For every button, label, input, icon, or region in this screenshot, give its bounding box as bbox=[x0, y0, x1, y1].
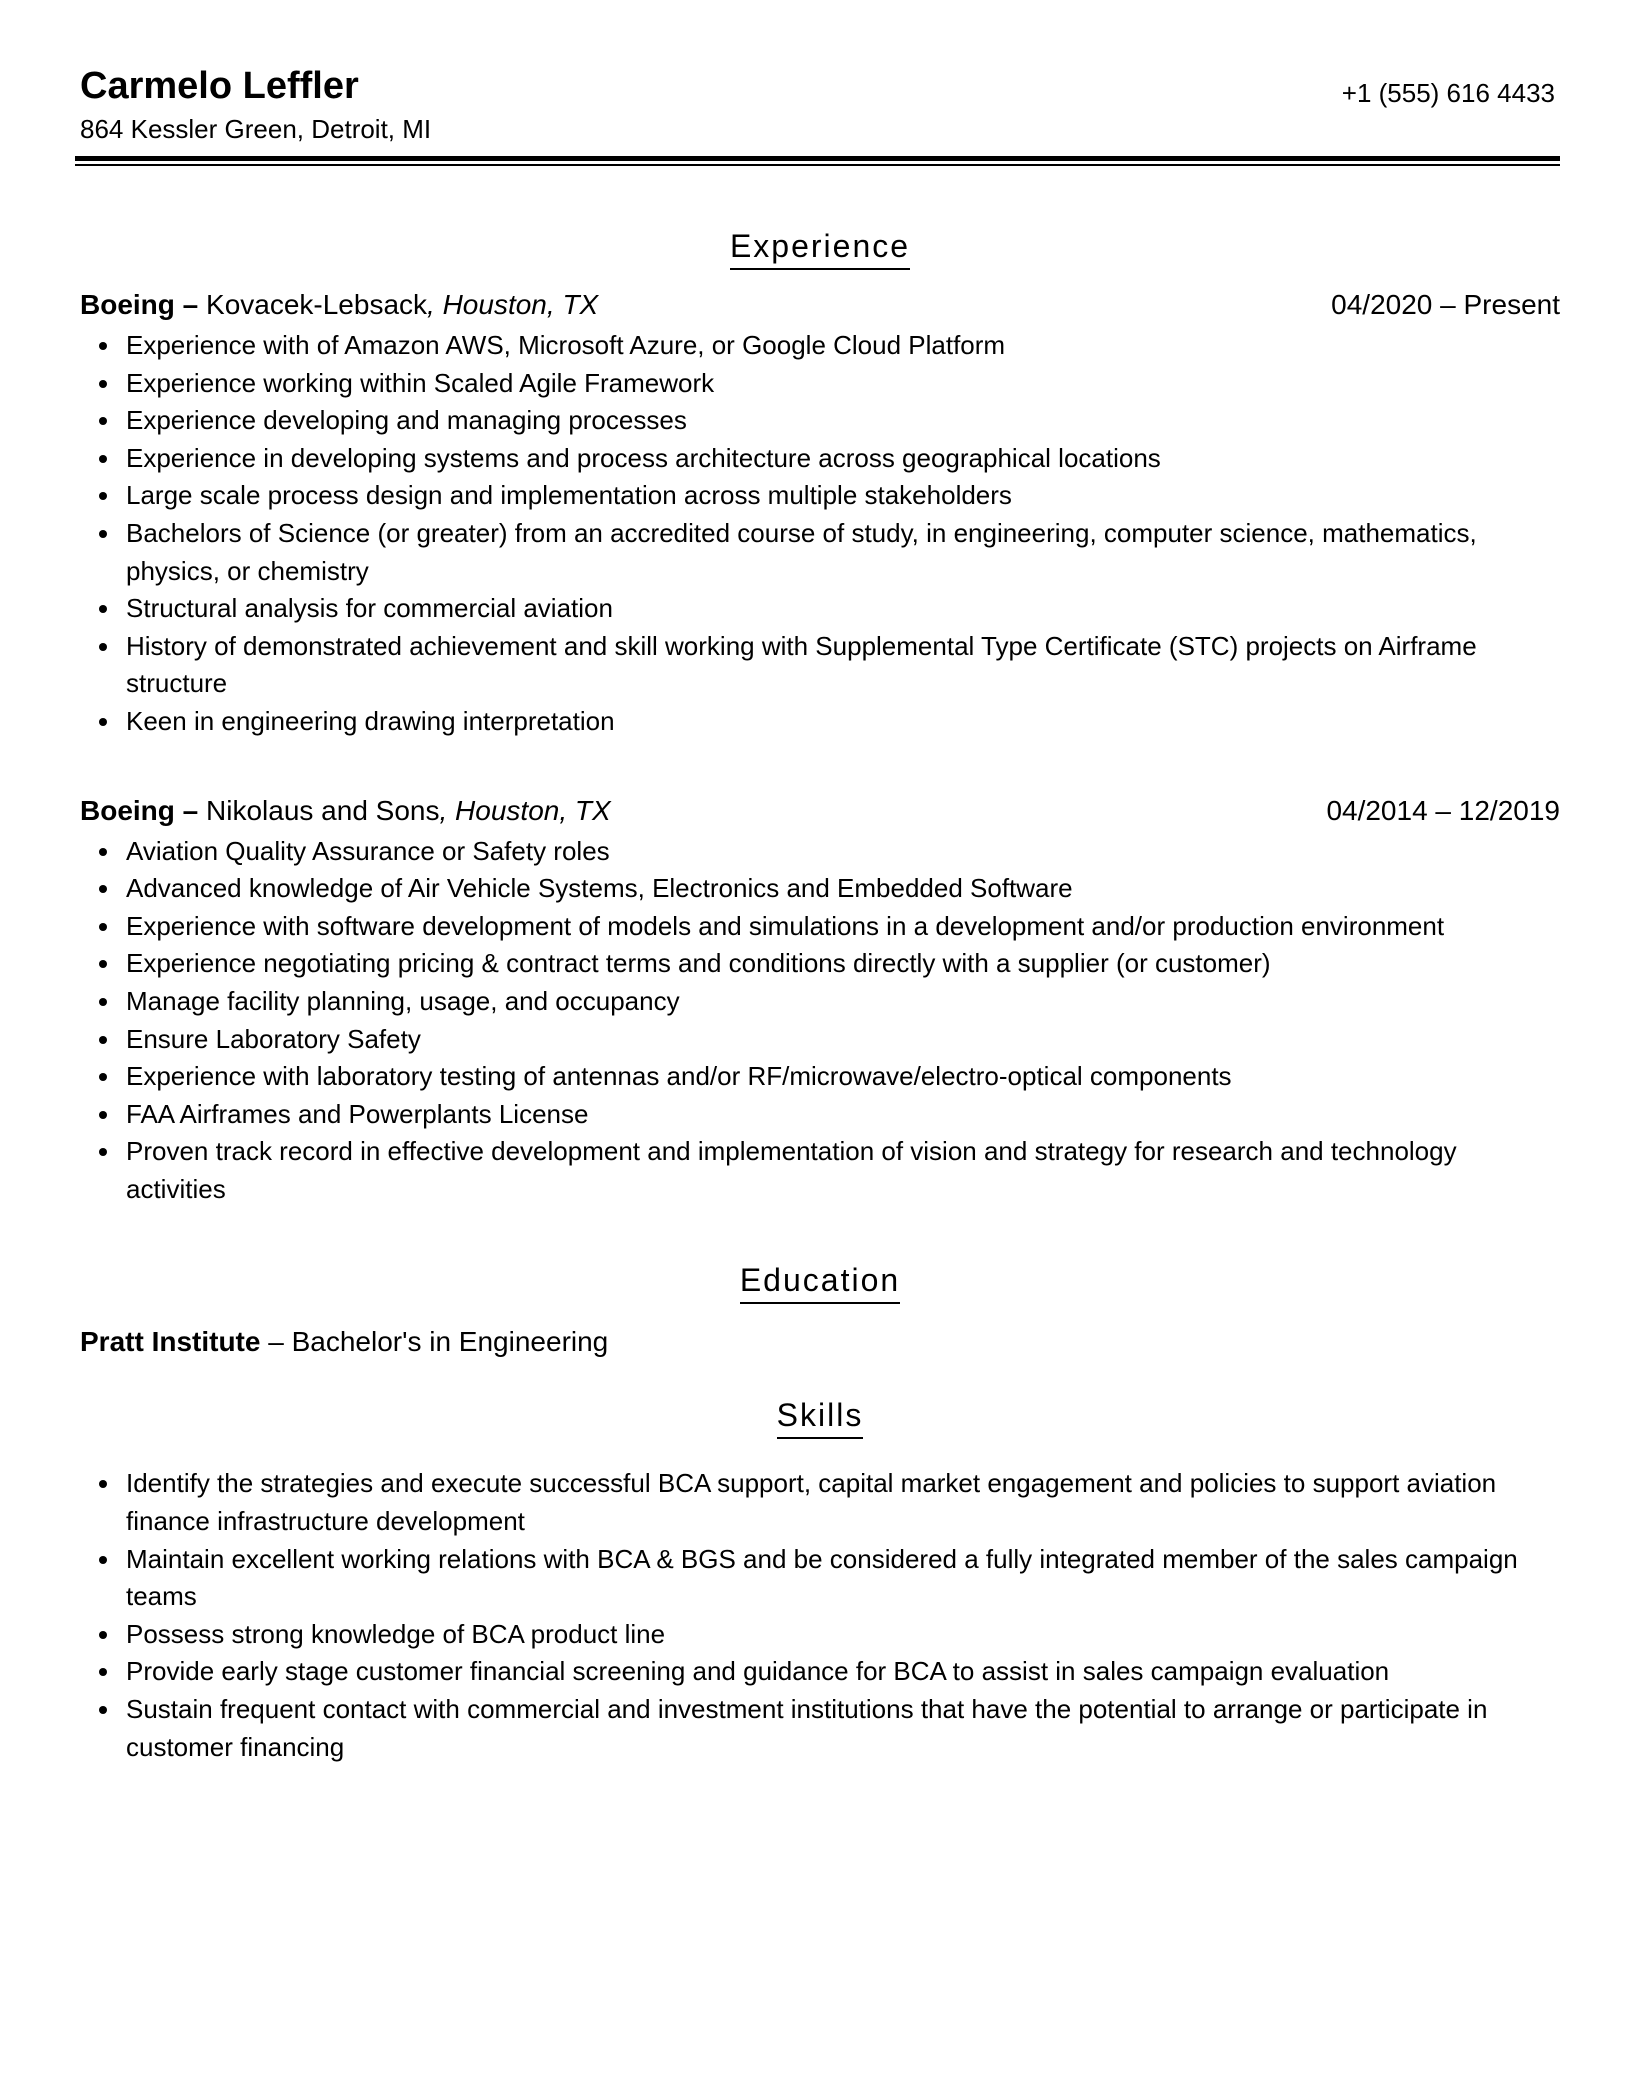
list-item: Aviation Quality Assurance or Safety roles bbox=[126, 833, 1560, 871]
section-title-education: Education bbox=[80, 1260, 1560, 1304]
job-dates: 04/2014 – 12/2019 bbox=[1326, 794, 1560, 826]
list-item: Manage facility planning, usage, and occupancy bbox=[126, 983, 1560, 1021]
header-divider-thin bbox=[75, 164, 1560, 166]
list-item: Experience developing and managing processes bbox=[126, 402, 1560, 440]
list-item: Bachelors of Science (or greater) from an accredited course of study, in engineering, computer science, mathematics, physics, or chemistry bbox=[126, 515, 1560, 590]
candidate-phone: +1 (555) 616 4433 bbox=[1341, 78, 1555, 108]
header-divider-thick bbox=[75, 156, 1560, 161]
list-item: Experience with laboratory testing of antennas and/or RF/microwave/electro-optical components bbox=[126, 1058, 1560, 1096]
education-entry bbox=[80, 1322, 1560, 1362]
section-title-experience: Experience bbox=[80, 226, 1560, 270]
candidate-address: 864 Kessler Green, Detroit, MI bbox=[80, 114, 432, 144]
job-employer: Kovacek-Lebsack bbox=[198, 289, 428, 320]
job-company: Boeing – bbox=[80, 289, 199, 320]
list-item: Identify the strategies and execute successful BCA support, capital market engagement and policies to support aviation finance infrastructure development bbox=[126, 1465, 1560, 1540]
list-item: Large scale process design and implementation across multiple stakeholders bbox=[126, 477, 1560, 515]
list-item: Sustain frequent contact with commercial and investment institutions that have the potential to arrange or participate in customer financing bbox=[126, 1691, 1560, 1766]
job-entry bbox=[80, 789, 1560, 1209]
job-header bbox=[80, 283, 1560, 327]
list-item: Keen in engineering drawing interpretation bbox=[126, 703, 1560, 741]
skills-section bbox=[80, 1395, 1560, 1766]
skills-bullets bbox=[80, 1465, 1560, 1766]
list-item: Experience in developing systems and process architecture across geographical locations bbox=[126, 440, 1560, 478]
job-employer: Nikolaus and Sons bbox=[198, 794, 440, 826]
list-item: Advanced knowledge of Air Vehicle Systems, Electronics and Embedded Software bbox=[126, 870, 1560, 908]
resume-page bbox=[80, 0, 1560, 1766]
education-school: Pratt Institute bbox=[80, 1326, 261, 1358]
job-entry bbox=[80, 283, 1560, 741]
list-item: Experience with of Amazon AWS, Microsoft Azure, or Google Cloud Platform bbox=[126, 327, 1560, 365]
list-item: Provide early stage customer financial screening and guidance for BCA to assist in sales campaign evaluation bbox=[126, 1653, 1560, 1691]
section-title-skills: Skills bbox=[80, 1395, 1560, 1439]
job-bullets bbox=[80, 833, 1560, 1209]
job-location: , Houston, TX bbox=[439, 794, 611, 826]
list-item: Ensure Laboratory Safety bbox=[126, 1021, 1560, 1059]
list-item: Maintain excellent working relations with BCA & BGS and be considered a fully integrated member of the sales campaign teams bbox=[126, 1541, 1560, 1616]
experience-section bbox=[80, 226, 1560, 1208]
job-location: , Houston, TX bbox=[427, 289, 599, 320]
list-item: Proven track record in effective development and implementation of vision and strategy for research and technology activities bbox=[126, 1133, 1560, 1208]
list-item: History of demonstrated achievement and skill working with Supplemental Type Certificate (STC) projects on Airframe structure bbox=[126, 628, 1560, 703]
job-header bbox=[80, 789, 1560, 833]
list-item: Experience negotiating pricing & contract terms and conditions directly with a supplier (or customer) bbox=[126, 945, 1560, 983]
education-degree: – Bachelor's in Engineering bbox=[260, 1326, 609, 1358]
list-item: Structural analysis for commercial aviation bbox=[126, 590, 1560, 628]
candidate-name: Carmelo Leffler bbox=[80, 65, 359, 107]
education-section bbox=[80, 1260, 1560, 1362]
list-item: FAA Airframes and Powerplants License bbox=[126, 1096, 1560, 1134]
job-bullets bbox=[80, 327, 1560, 741]
list-item: Possess strong knowledge of BCA product line bbox=[126, 1616, 1560, 1654]
job-dates: 04/2020 – Present bbox=[1331, 289, 1560, 320]
job-company: Boeing – bbox=[80, 794, 199, 826]
list-item: Experience with software development of models and simulations in a development and/or production environment bbox=[126, 908, 1560, 946]
list-item: Experience working within Scaled Agile Framework bbox=[126, 365, 1560, 403]
resume-header bbox=[80, 0, 1560, 166]
